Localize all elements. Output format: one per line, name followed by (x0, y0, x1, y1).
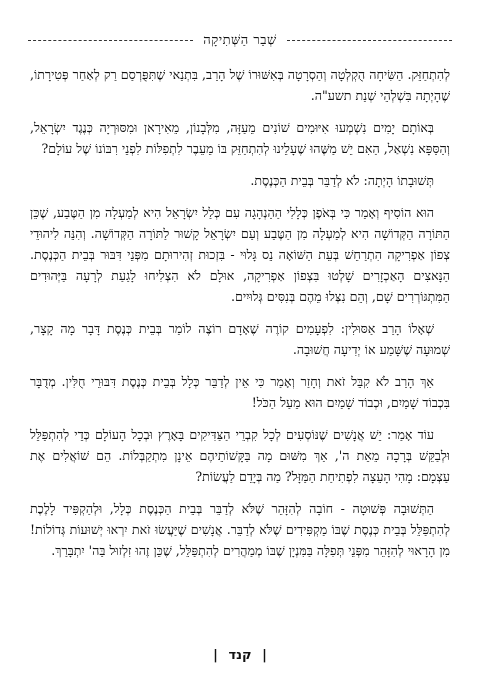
paragraph: לְהִתְחַזֵּק. הַשִּׂיחָה הֻקְלְטָה וְהַסְרָטָה בְּאִשּׁוּרוֹ שֶׁל הָרַב, בִּתְנַאי שֶׁתִּפֻּרְסַם רַק לְאַחַר פְּטִירָתוֹ, שֶׁהָיְתָה בִּשְׁלְהֵי שְׁנַת תשע"ה. (30, 67, 450, 104)
footer-bar-right: | (262, 648, 267, 663)
header-rule-right (287, 40, 452, 41)
page-number-footer (0, 648, 480, 663)
paragraph: עוֹד אָמַר: יֵשׁ אֲנָשִׁים שֶׁנּוֹסְעִים לְכָל קִבְרֵי הַצַּדִּיקִים בָּאָרֶץ וּבְכָל הָעוֹלָם כְּדֵי לְהִתְפַּלֵּל וּלְבַקֵּשׁ בְּרָכָה מֵאֵת ה', אַךְ מִשּׁוּם מָה בַּקָּשׁוֹתֵיהֶם אֵינָן מִתְקַבְּלוֹת. הֵם שׁוֹאֲלִים אֶת עַצְמָם: מָהִי הָעֵצָה לִפְתִיחַת הַמַּזָּל? מַה בְּיָדֵם לַעֲשׂוֹת? (30, 426, 450, 485)
paragraph: הַתְּשׁוּבָה פְּשׁוּטָה - חוֹבָה לְהִזָּהֵר שֶׁלֹּא לְדַבֵּר בְּבֵית הַכְּנֶסֶת כְּלָל, וּלְהַקְפִּיד לָלֶכֶת לְהִתְפַּלֵּל בְּבֵית כְּנֶסֶת שֶׁבּוֹ מַקְפִּידִים שֶׁלֹּא לְדַבֵּר. אֲנָשִׁים שֶׁיַּעֲשׂוּ זֹאת יִרְאוּ יְשׁוּעוֹת גְּדוֹלוֹת! מִן הָרָאוּי לְהִזָּהֵר מִפְּנֵי תְּפִלָּה בַּמִּנְיָן שֶׁבּוֹ מְמַהֲרִים לְהִתְפַּלֵּל, שֶׁכֵּן זֶהוּ זִלְזוּל בַּה' יִתְבָּרַךְ. (30, 500, 451, 559)
paragraph: תְּשׁוּבָתוֹ הָיְתָה: לֹא לְדַבֵּר בְּבֵית הַכְּנֶסֶת. (250, 172, 434, 188)
paragraph: אַךְ הָרַב לֹא קִבֵּל זֹאת וְחָזַר וְאָמַר כִּי אֵין לְדַבֵּר כְּלָל בְּבֵית כְּנֶסֶת דִּבּוּרֵי חֻלִּין. מְדֻבָּר בִּכְבוֹד שָׁמַיִם, וּכְבוֹד שָׁמַיִם הוּא מֵעַל הַכֹּל! (30, 373, 450, 411)
paragraph: בְּאוֹתָם יָמִים נִשְׁמְעוּ אִיּוּמִים שׁוֹנִים מֵעַזָּה, מִלְּבָנוֹן, מֵאִירָאן וּמִסּוּרְיָה כְּנֶגֶד יִשְׂרָאֵל, וְהַסַּפָּא נִשְׁאַל, הַאִם יֵשׁ מַשֶּׁהוּ שֶׁעָלֵינוּ לְהִתְחַזֵּק בּוֹ מֵעֵבֶר לִתְפִלּוֹת לִפְנֵי רִבּוֹנוֹ שֶׁל עוֹלָם? (30, 119, 450, 157)
header-title: שְׁבַר הַשְּׁתִיקָה (203, 33, 277, 48)
running-header (28, 30, 452, 50)
page-number: קנד (228, 648, 252, 663)
paragraph: שְׁאָלוֹ הָרַב אַסּוּלִין: לִפְעָמִים קוֹרֶה שֶׁאָדָם רוֹצֶה לוֹמַר בְּבֵית כְּנֶסֶת דָּבָר מָה קָצָר, שְׁמוּעָה שֶׁשָּׁמַע אוֹ יְדִיעָה חֲשׁוּבָה. (30, 321, 450, 358)
paragraph: הוּא הוֹסִיף וְאָמַר כִּי בְּאֹפֶן כְּלָלִי הַהַנְהָגָה עִם כְּלַל יִשְׂרָאֵל הִיא לְמַעְלָה מִן הַטֶּבַע, שֶׁכֵּן הַתּוֹרָה הַקְּדוֹשָׁה הִיא לְמַעְלָה מִן הַטֶּבַע וְעַם יִשְׂרָאֵל קָשׁוּר לַתּוֹרָה הַקְּדוֹשָׁה. וְהִנֵּה לִיהוּדֵי צְפוֹן אַפְרִיקָה הִתְרַחֵשׁ בְּעֵת הַשּׁוֹאָה נֵס גָּלוּי - בִּזְכוּת זְהִירוּתָם מִפְּנֵי דִּבּוּר בְּבֵית הַכְּנֶסֶת. הַנָּאצִים הָאַכְזָרִים שָׁלְטוּ בִּצְפוֹן אַפְרִיקָה, אוּלָם לֹא הִצְלִיחוּ לָגַעַת לְרָעָה בַּיְּהוּדִים הַמִּתְגּוֹרְרִים שָׁם, וְהֵם נִצְּלוּ מֵהֶם בְּנִסִּים גְּלוּיִים. (30, 204, 450, 305)
header-rule-left (28, 40, 193, 41)
body-text (30, 64, 450, 572)
footer-bar-left: | (213, 648, 218, 663)
